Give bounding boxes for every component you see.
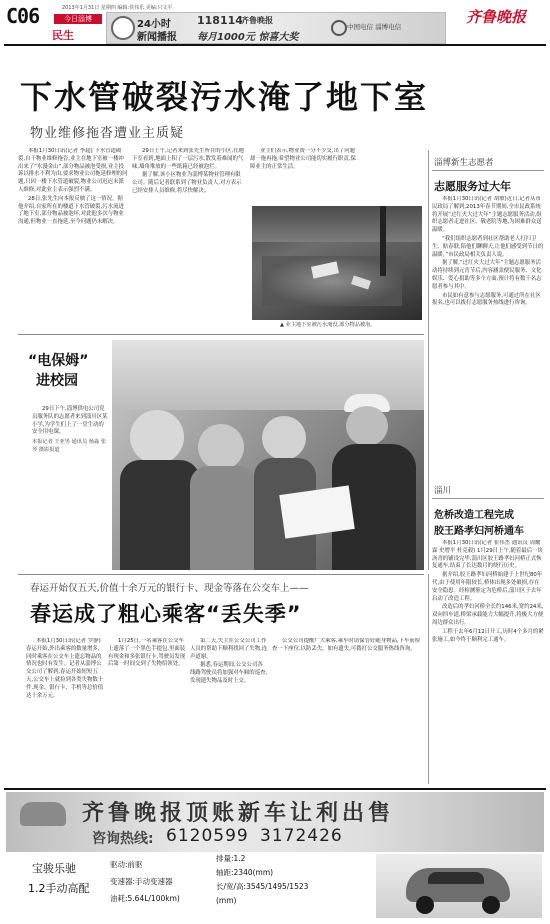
- header-rule: [4, 44, 546, 46]
- ad-text-news: 新闻播报: [137, 32, 177, 43]
- story2-photo: [112, 340, 424, 570]
- story2-body-text: 29日下午,淄博供电公司党员服务队的志愿者来到淄川区某小学,为学生们上了一堂生动的安全用电课。: [32, 406, 108, 436]
- ad-headline: 齐鲁晚报顶账新车让利出售: [82, 800, 395, 826]
- section-tag: 今日淄博: [54, 14, 102, 24]
- ad-spec-dimensions: 长/宽/高:3545/1495/1523: [216, 882, 309, 891]
- story2-top-rule: [18, 334, 424, 335]
- sidebar2-kicker: 淄川: [434, 486, 452, 496]
- sidebar2-title-1: 危桥改造工程完成: [434, 510, 514, 521]
- story3-headline: 春运成了粗心乘客“丢失季”: [30, 602, 302, 626]
- car-wheel-rear: [482, 896, 500, 914]
- car-wheel-front: [416, 896, 434, 914]
- ad-car-model: 宝骏乐驰: [32, 862, 76, 875]
- story1-headline: 下水管破裂污水淹了地下室: [20, 78, 429, 116]
- story1-column-1: [18, 148, 128, 328]
- story2-title-1: “电保姆”: [28, 353, 89, 369]
- photo-pipe: [380, 206, 386, 276]
- ad-spec-displacement: 排量:1.2: [216, 854, 246, 863]
- story1-para-1: 本报1月30日讯(记者 李超) 下水管道破裂,自干物业维修拖沓,业主在地下室被一楼冲出来了“水漫金山”,部分物品被泡受损,业主投诉以排水不利为由,要求物业公司拖延修理的问题,只因一楼下水管道破裂,物业公司迟迟未派人维修,对此业主表示强烈不满。: [18, 148, 128, 193]
- section-name: 民生: [52, 29, 74, 42]
- story1-para-5: 业主们表示,物业费一分不少交,出了问题却一拖再拖,希望物业公司能切实履行职责,保障业主的正常生活。: [250, 148, 356, 170]
- story3-para-2: 1月25日,一名乘客在公交车上遗落了一个黑色手提包,里面装有现金和多张银行卡,驾驶员发现后第一时间交到了失物招领处。: [108, 638, 186, 668]
- sidebar1-body: [432, 196, 544, 466]
- sidebar1-rule: [432, 170, 544, 171]
- ad-text-24h: 24小时: [137, 19, 171, 30]
- story2-byline: 本报记者 王亚男 通讯员 杨淼 张琴 摄影报道: [32, 439, 107, 453]
- story3-para-5: 公交公司提醒广大乘客,乘车时请保管好随身物品,下车前检查一下座位,以防丢失。如有遗失,可拨打公交服务热线咨询。: [272, 638, 421, 652]
- ad-spec-unit: (mm): [216, 896, 237, 905]
- sidebar1-para-3: 据了解,“过红火大过大年”主题志愿服务活动将持续到元宵节后,内容涵盖便民服务、文化娱乐、爱心捐助等多个方面,预计将有数千名志愿者参与其中。: [432, 260, 542, 290]
- sidebar2-para-4: 工程于去年6月12日开工,历时4个多月的紧张施工,如今终于顺利完工通车。: [432, 628, 544, 643]
- photo-child-3: [262, 416, 306, 460]
- story1-photo: [252, 206, 422, 320]
- photo-child-1: [130, 410, 184, 464]
- divider-right-column: [428, 150, 429, 570]
- masthead-logo: 齐鲁晚报: [466, 8, 527, 26]
- ad-car-photo: [376, 854, 542, 918]
- sidebar2-rule: [432, 498, 544, 499]
- ad-vehicle-icon: [20, 802, 66, 826]
- story1-column-3: [250, 148, 358, 208]
- story1-subhead: 物业维修拖沓遭业主质疑: [30, 126, 185, 141]
- story1-photo-caption: [280, 322, 430, 329]
- ad-car-trans: 1.2手动高配: [28, 882, 90, 895]
- ad-spec-gearbox: 变速器:手动变速器: [110, 877, 173, 886]
- car-ad[interactable]: [6, 792, 544, 920]
- story3-column-2: [108, 638, 186, 780]
- sidebar2-title-2: 胶王路孝妇河桥通车: [434, 526, 524, 537]
- ad-top-rule: [4, 788, 546, 790]
- ad-specs-right: [216, 852, 346, 908]
- photo-adult-head: [346, 406, 388, 446]
- car-window: [428, 872, 484, 884]
- sidebar2-para-3: 改造后的孝妇河桥全长约146米,宽约24米,双向四车道,桥梁承载能力大幅提升,将极大方便周边群众出行。: [432, 604, 544, 626]
- page-header: [0, 0, 550, 44]
- story3-para-1: 本报1月30日讯(记者 罗静) 春运开始,外出乘客的数量增多,同时乘客在公交车上遗忘物品的情况也时有发生。记者从淄博公交公司了解到,春运开始短短五天,公交车上就捡到各类失物数十件,现金、银行卡、手机等总价值达十余万元。: [26, 638, 104, 699]
- ad-phone-1[interactable]: 6120599: [166, 826, 249, 846]
- camera-icon: ▲: [280, 322, 284, 328]
- sidebar2-body: [432, 540, 544, 780]
- sidebar1-para-4: 市民如有意参与志愿服务,可通过所在社区报名,也可以拨打志愿服务热线进行咨询。: [432, 292, 541, 307]
- meta-line: 2013年1月31日 星期四 编辑:侯伟乐 美编:只文平: [62, 5, 173, 11]
- story3-para-4: 据悉,春运期间,公交公司各线路驾驶员将加强对车厢的巡查,发现遗失物品及时上交。: [190, 662, 268, 684]
- story1-para-2: 28日,张先生向本报反映了这一情况。据他介绍,自家所在的楼道下水管破裂,污水流进了地下室,部分物品被泡坏,对此他多次与物业沟通,但物业一直拖延,至今问题仍未解决。: [18, 195, 124, 226]
- story3-para-3: 第二天,失主在公交公司工作人员的帮助下顺利找回了失物,连声道谢。: [190, 638, 268, 660]
- sidebar2-para-1: 本报1月30日讯(记者 崔伟杰 通讯员 周耀霖 史增平 杜克毅) 1月29日上午,随着最后一块沥青的铺设完毕,淄川区胶王路孝妇河桥正式恢复通车,结束了长达数月的绕行历史。: [432, 540, 543, 570]
- story1-photo-caption-text: 业主地下室被污水淹没,部分物品被泡。: [285, 322, 376, 328]
- story1-column-2: [132, 148, 246, 328]
- photo-child-2: [198, 424, 244, 470]
- story2-body: [32, 406, 108, 454]
- sidebar2-para-2: 据介绍,胶王路孝妇河桥始建于上世纪80年代,由于使用年限较长,桥体出现多处破损,存在安全隐患。经检测鉴定为危桥后,淄川区于去年启动了改造工程。: [432, 572, 543, 602]
- ad-slogan: 每月1000元 惊喜大奖: [197, 32, 299, 43]
- telecom-logo-icon: [331, 20, 347, 36]
- ad-spec-wheelbase: 轴距:2340(mm): [216, 868, 274, 877]
- sidebar1-title: 志愿服务过大年: [434, 180, 511, 193]
- story1-para-3: 29日上午,记者来到张先生所在的小区,在地下室看到,地面上积了一层污水,散发着难闻的气味,墙角堆放的一些纸箱已经被泡烂。: [132, 148, 244, 170]
- divider-lower-right: [428, 574, 429, 784]
- header-ad[interactable]: [106, 12, 446, 44]
- photo-child-2-body: [190, 466, 256, 570]
- photo-child-1-body: [120, 460, 200, 570]
- clock-icon: [111, 16, 135, 40]
- story1-para-4: 据了解,该小区物业为淄博某物业管理有限公司。随后记者联系到了物业负责人,对方表示已经安排人员维修,将尽快解决。: [132, 172, 242, 194]
- ad-spec-fuel: 油耗:5.64L/100km): [110, 894, 180, 903]
- ad-right: 中国电信 淄博电信: [347, 23, 402, 31]
- ad-number: 118114: [197, 14, 243, 27]
- ad-spec-drive: 驱动:前驱: [110, 860, 143, 869]
- sidebar1-kicker: 淄博新生志愿者: [434, 158, 494, 168]
- story3-kicker: 春运开始仅五天,价值十余万元的银行卡、现金等落在公交车上——: [30, 583, 309, 594]
- sidebar1-para-2: “我们组织志愿者到社区帮助老人打扫卫生、贴春联,陪他们聊聊天,让他们感受到节日的温暖。”市民政局相关负责人说。: [432, 235, 544, 258]
- story3-column-3: [190, 638, 268, 780]
- sidebar1-para-1: 本报1月30日讯(记者 胡敏)近日,记者从市民政局了解到,2013年春节期间,全市民政系统将开展“过红火大过大年”主题志愿服务活动,组织志愿者走进社区、敬老院等地,为困难群众送温暖。: [432, 196, 542, 234]
- story3-column-4: [272, 638, 422, 780]
- story2-title-2: 进校园: [36, 373, 78, 389]
- ad-specs-left: [110, 856, 220, 907]
- photo-wall: [252, 206, 422, 242]
- page-code: C06: [6, 4, 40, 28]
- story3-top-rule: [18, 574, 424, 575]
- ad-phone-2[interactable]: 3172426: [260, 826, 343, 846]
- ad-hotline-label: 咨询热线:: [92, 831, 154, 847]
- ad-brand: 齐鲁晚报: [241, 16, 273, 25]
- story3-column-1: [26, 638, 104, 780]
